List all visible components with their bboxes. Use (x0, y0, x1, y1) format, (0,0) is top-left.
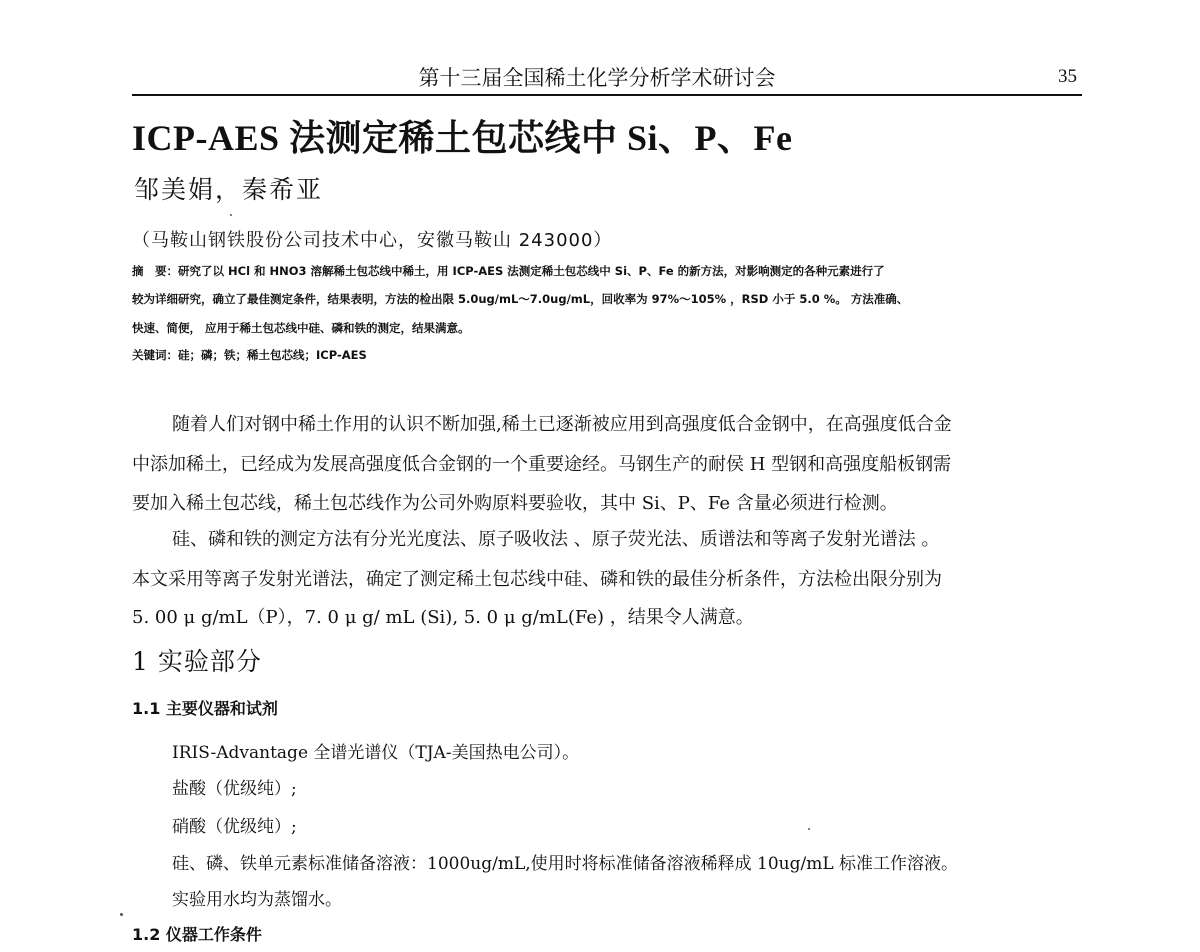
paper-title: ICP-AES 法测定稀土包芯线中 Si、P、Fe (132, 118, 793, 158)
paper-affiliation: （马鞍山钢铁股份公司技术中心，安徽马鞍山 243000） (132, 230, 613, 251)
reagent-item: 实验用水均为蒸馏水。 (172, 890, 342, 910)
scan-speck (808, 828, 810, 830)
reagent-item: 硅、磷、铁单元素标准储备溶液：1000ug/mL,使用时将标准储备溶液稀释成 10ug/mL 标准工作溶液。 (172, 854, 959, 874)
reagent-item: 硝酸（优级纯）; (172, 817, 297, 837)
intro-paragraph-line: 5. 00 μ g/mL（P），7. 0 μ g/ mL (Si), 5. 0 μ g/mL(Fe) ，结果令人满意。 (132, 607, 754, 628)
keywords: 关键词：硅；磷；铁；稀土包芯线；ICP-AES (132, 348, 367, 362)
running-header: 第十三届全国稀土化学分析学术研讨会 (418, 66, 776, 90)
page-number: 35 (1058, 66, 1077, 87)
intro-paragraph-line: 要加入稀土包芯线，稀土包芯线作为公司外购原料要验收，其中 Si、P、Fe 含量必须进行检测。 (132, 493, 898, 514)
scan-speck (120, 913, 123, 916)
reagent-item: 盐酸（优级纯）; (172, 779, 297, 799)
scan-speck (230, 214, 232, 216)
paper-authors: 邹美娟，秦希亚 (134, 175, 324, 204)
subsection-heading: 1.1 主要仪器和试剂 (132, 699, 278, 718)
section-heading: 1 实验部分 (132, 647, 262, 676)
subsection-heading: 1.2 仪器工作条件 (132, 925, 262, 944)
intro-paragraph-line: 本文采用等离子发射光谱法，确定了测定稀土包芯线中硅、磷和铁的最佳分析条件，方法检出限分别为 (132, 569, 942, 590)
intro-paragraph-line: 硅、磷和铁的测定方法有分光光度法、原子吸收法 、原子荧光法、质谱法和等离子发射光谱法 。 (172, 529, 940, 550)
intro-paragraph-line: 随着人们对钢中稀土作用的认识不断加强,稀土已逐渐被应用到高强度低合金钢中，在高强度低合金 (172, 414, 952, 435)
abstract-line: 较为详细研究，确立了最佳测定条件，结果表明，方法的检出限 5.0ug/mL～7.0ug/mL，回收率为 97%～105% ，RSD 小于 5.0 %。 方法准确、 (132, 292, 909, 306)
header-rule (132, 94, 1082, 96)
abstract-line: 摘 要：研究了以 HCl 和 HNO3 溶解稀土包芯线中稀土，用 ICP-AES 法测定稀土包芯线中 Si、P、Fe 的新方法，对影响测定的各种元素进行了 (132, 264, 885, 278)
intro-paragraph-line: 中添加稀土，已经成为发展高强度低合金钢的一个重要途经。马钢生产的耐侯 H 型钢和高强度船板钢需 (132, 454, 952, 475)
reagent-item: IRIS-Advantage 全谱光谱仪（TJA-美国热电公司）。 (172, 743, 580, 763)
abstract-line: 快速、简便， 应用于稀土包芯线中硅、磷和铁的测定，结果满意。 (132, 321, 470, 335)
